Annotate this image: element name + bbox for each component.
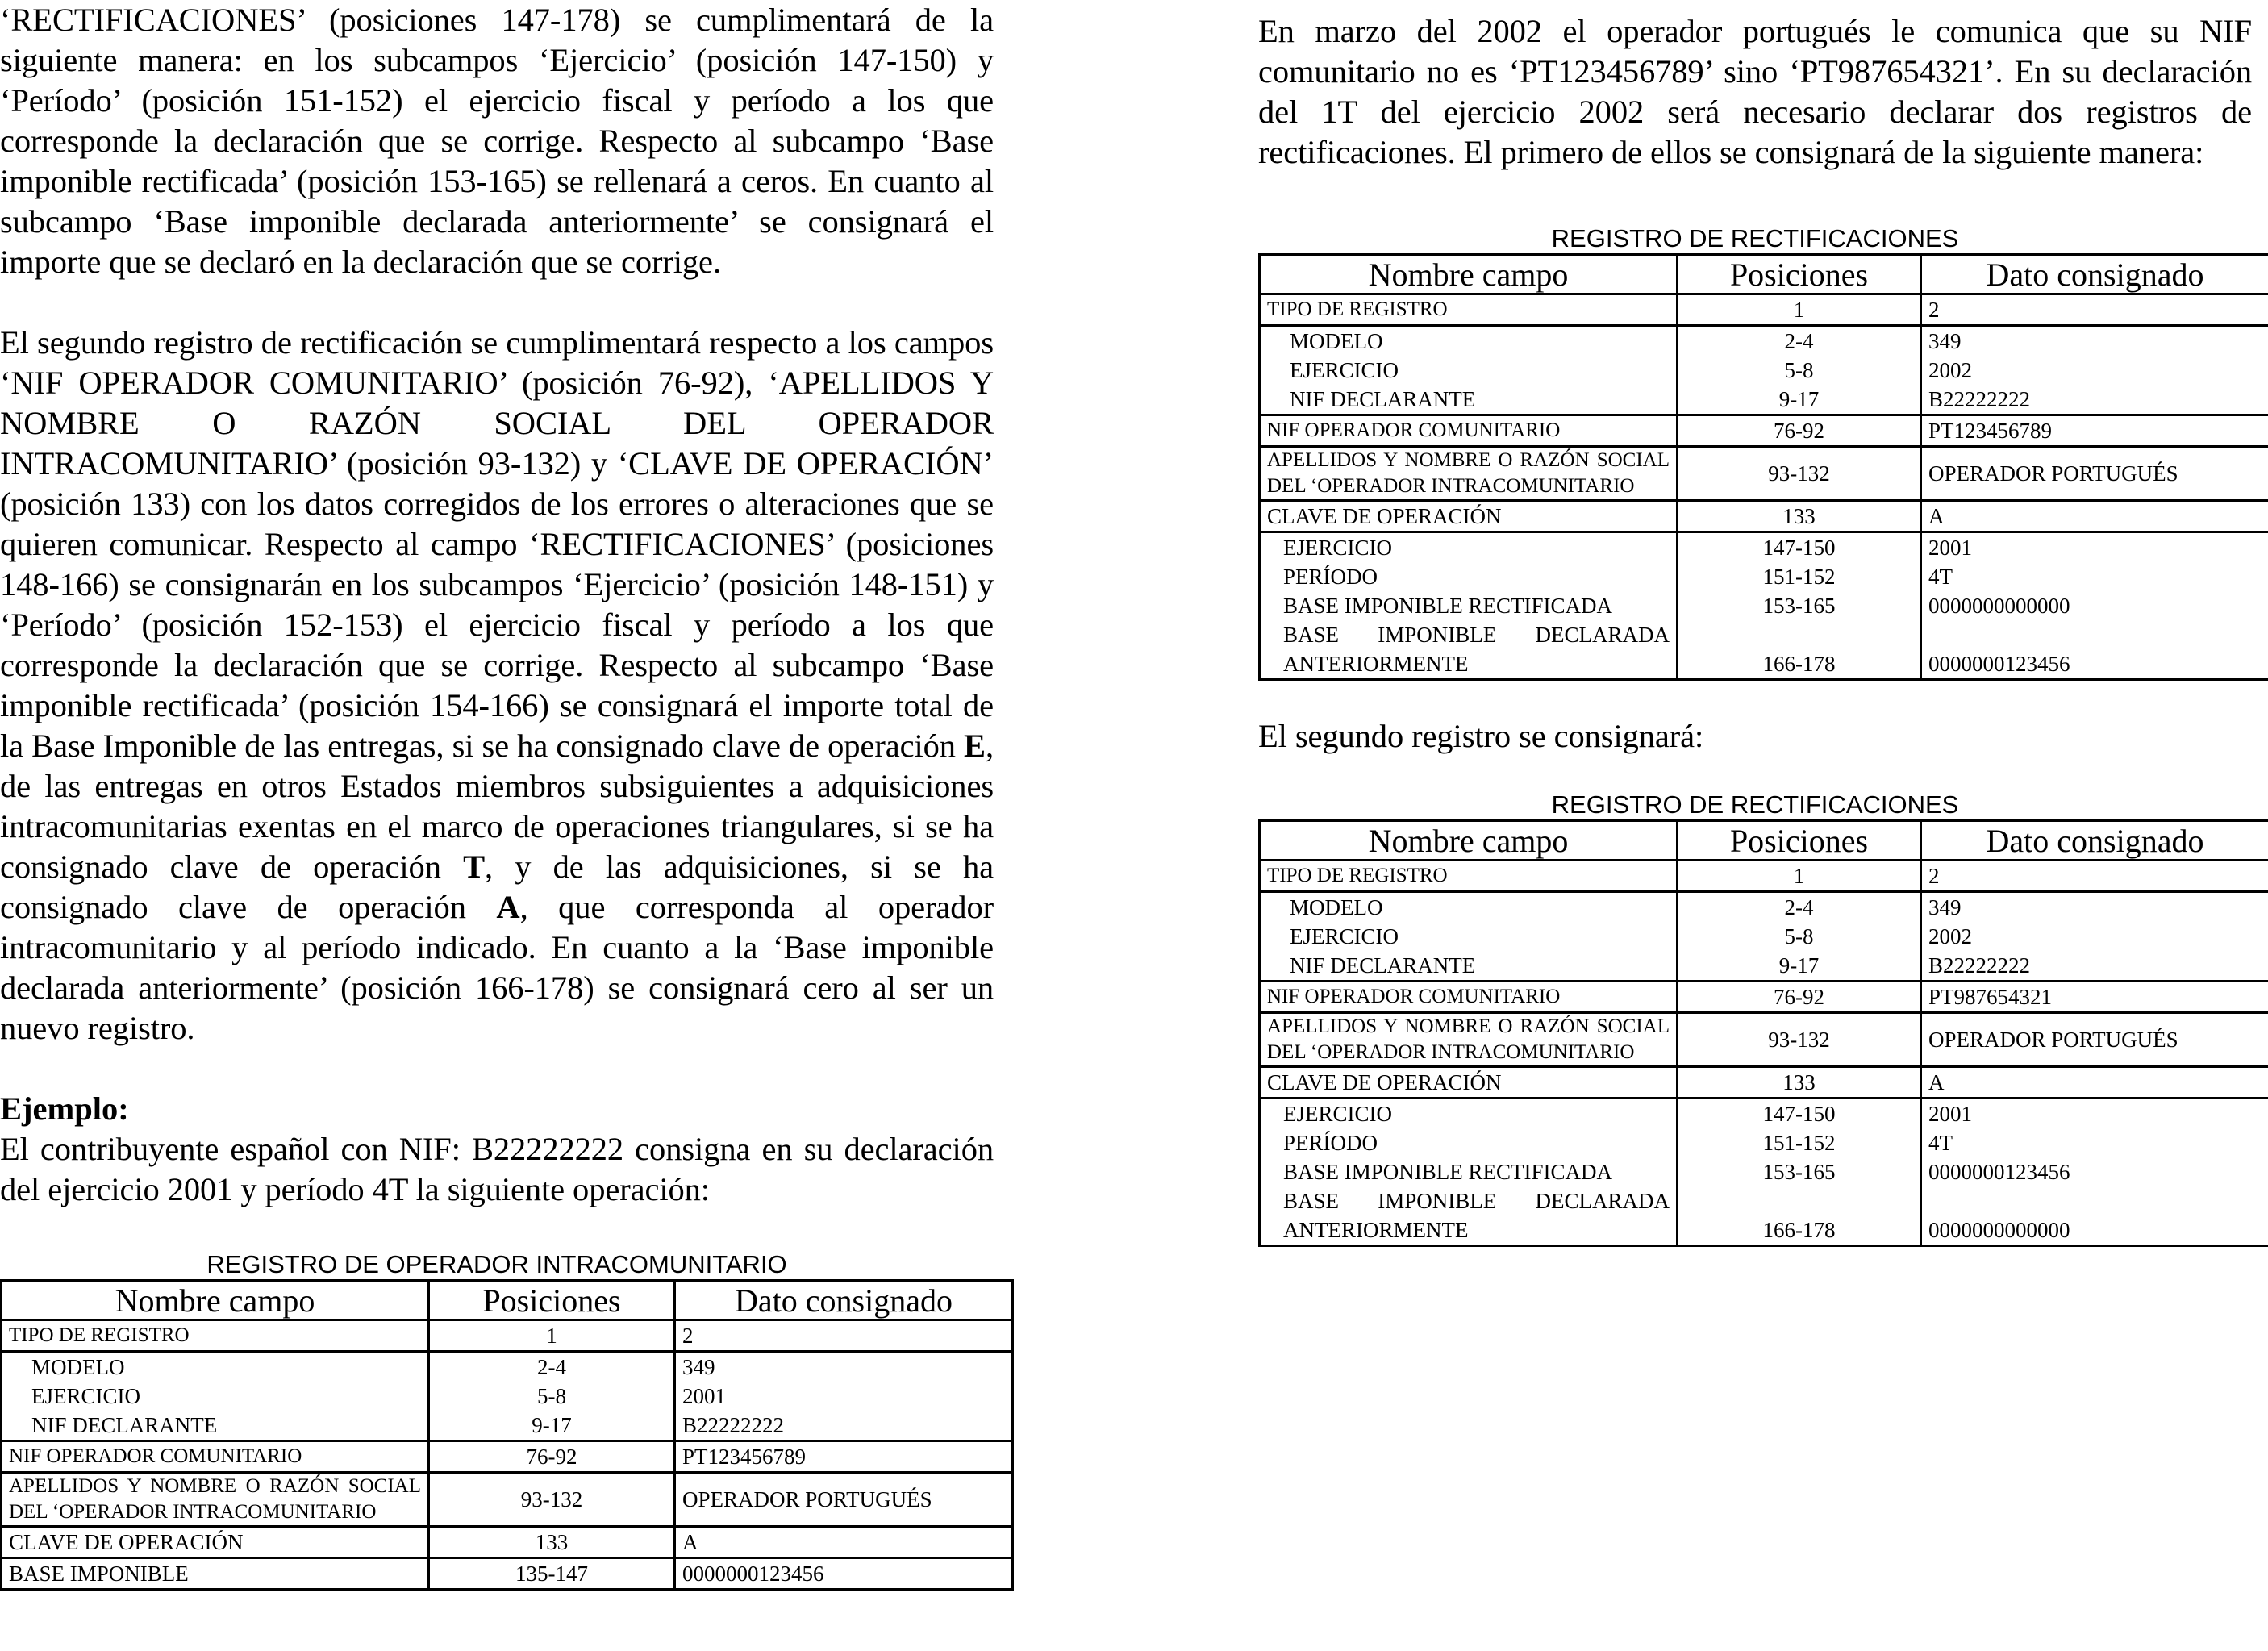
field-position: 76-92 [429, 1441, 675, 1473]
field-position: 2-4 [1678, 326, 1921, 356]
field-name: MODELO [2, 1352, 429, 1382]
field-name: BASE IMPONIBLE DECLARADA ANTERIORMENTE [1260, 620, 1678, 680]
field-name: APELLIDOS Y NOMBRE O RAZÓN SOCIAL DEL ‘OPERADOR INTRACOMUNITARIO [1260, 1013, 1678, 1067]
field-position: 5-8 [1678, 356, 1921, 385]
field-position: 153-165 [1678, 1157, 1921, 1186]
field-name: TIPO DE REGISTRO [2, 1320, 429, 1352]
field-position: 76-92 [1678, 982, 1921, 1013]
field-value: PT123456789 [675, 1441, 1013, 1473]
paragraph-rectificaciones-first: ‘RECTIFICACIONES’ (posiciones 147-178) se cumplimentará de la siguiente manera: en los subcampos ‘Ejercicio’ (posición 147-150) y ‘Período’ (posición 151-152) el ejercicio fiscal y período a los que corresponde la declaración que se corrige. Respecto al subcampo ‘Base imponible rectificada’ (posición 153-165) se rellenará a ceros. En cuanto al subcampo ‘Base imponible declarada anteriormente’ se consignará el importe que se declaró en la declaración que se corrige. [0, 2, 994, 280]
example-heading: Ejemplo: [0, 1090, 129, 1127]
field-value: B22222222 [1921, 951, 2268, 982]
table-rectificaciones-1 [1258, 253, 2268, 681]
field-position: 9-17 [1678, 385, 1921, 415]
column-header: Posiciones [1678, 255, 1921, 294]
paragraph-text: , que corresponda al operador intracomunitario y al período indicado. En cuanto a la ‘Base imponible declarada anteriormente’ (posición 166-178) se consignará cero al ser un nuevo registro. [0, 889, 994, 1046]
field-position: 5-8 [1678, 922, 1921, 951]
field-name: MODELO [1260, 326, 1678, 356]
table-rectificaciones-2 [1258, 819, 2268, 1247]
field-position: 147-150 [1678, 532, 1921, 563]
paragraph-example: El contribuyente español con NIF: B22222222 consigna en su declaración del ejercicio 2001 y período 4T la siguiente operación: [0, 1131, 994, 1207]
field-position: 93-132 [429, 1473, 675, 1527]
column-header: Nombre campo [2, 1281, 429, 1320]
column-header: Posiciones [1678, 821, 1921, 861]
field-value: 0000000123456 [1921, 620, 2268, 680]
field-name: EJERCICIO [1260, 922, 1678, 951]
key-a: A [496, 889, 520, 925]
field-value: 2001 [1921, 532, 2268, 563]
field-value: 2 [1921, 294, 2268, 326]
field-value: OPERADOR PORTUGUÉS [675, 1473, 1013, 1527]
field-name: BASE IMPONIBLE [2, 1558, 429, 1590]
field-position: 166-178 [1678, 1186, 1921, 1246]
field-name: TIPO DE REGISTRO [1260, 294, 1678, 326]
column-header: Dato consignado [675, 1281, 1013, 1320]
field-name: BASE IMPONIBLE DECLARADA ANTERIORMENTE [1260, 1186, 1678, 1246]
field-position: 5-8 [429, 1382, 675, 1411]
field-value: 2001 [1921, 1099, 2268, 1129]
field-position: 166-178 [1678, 620, 1921, 680]
field-name: EJERCICIO [1260, 532, 1678, 563]
field-position: 76-92 [1678, 415, 1921, 447]
field-position: 153-165 [1678, 591, 1921, 620]
field-value: 0000000123456 [675, 1558, 1013, 1590]
field-value: 4T [1921, 562, 2268, 591]
paragraph-text: El segundo registro de rectificación se cumplimentará respecto a los campos ‘NIF OPERADOR COMUNITARIO’ (posición 76-92), ‘APELLIDOS Y NOMBRE O RAZÓN SOCIAL DEL OPERADOR INTRACOMUNITARIO’ (posición 93-132) y ‘CLAVE DE OPERACIÓN’ (posición 133) con los datos corregidos de los errores o alteraciones que se quieren comunicar. Respecto al campo ‘RECTIFICACIONES’ (posiciones 148-166) se consignarán en los subcampos ‘Ejercicio’ (posición 148-151) y ‘Período’ (posición 152-153) el ejercicio fiscal y período a los que corresponde la declaración que se corrige. Respecto al subcampo ‘Base imponible rectificada’ (posición 154-166) se consignará el importe total de la Base Imponible de las entregas, si se ha consignado clave de operación [0, 324, 994, 764]
field-name: NIF DECLARANTE [1260, 951, 1678, 982]
field-value: 0000000123456 [1921, 1157, 2268, 1186]
field-value: OPERADOR PORTUGUÉS [1921, 1013, 2268, 1067]
field-position: 1 [1678, 294, 1921, 326]
table-caption: REGISTRO DE RECTIFICACIONES [1551, 224, 1959, 252]
field-position: 93-132 [1678, 447, 1921, 501]
field-value: B22222222 [675, 1411, 1013, 1441]
field-name: NIF DECLARANTE [1260, 385, 1678, 415]
field-position: 93-132 [1678, 1013, 1921, 1067]
field-value: A [1921, 501, 2268, 532]
field-name: APELLIDOS Y NOMBRE O RAZÓN SOCIAL DEL ‘OPERADOR INTRACOMUNITARIO [2, 1473, 429, 1527]
field-position: 9-17 [429, 1411, 675, 1441]
table-operador-intracomunitario [0, 1279, 1014, 1591]
field-name: BASE IMPONIBLE RECTIFICADA [1260, 591, 1678, 620]
column-header: Posiciones [429, 1281, 675, 1320]
field-position: 9-17 [1678, 951, 1921, 982]
field-name: EJERCICIO [1260, 1099, 1678, 1129]
field-value: PT123456789 [1921, 415, 2268, 447]
column-header: Nombre campo [1260, 821, 1678, 861]
paragraph-text: , de las entregas en otros Estados miembros subsiguientes a adquisiciones intracomunitarias exentas en el marco de operaciones triangulares, si se ha consignado clave de operación [0, 728, 994, 885]
field-value: 349 [1921, 892, 2268, 923]
field-position: 133 [1678, 501, 1921, 532]
paragraph-march: En marzo del 2002 el operador portugués le comunica que su NIF comunitario no es ‘PT123456789’ sino ‘PT987654321’. En su declaración del 1T del ejercicio 2002 será necesario declarar dos registros de rectificaciones. El primero de ellos se consignará de la siguiente manera: [1258, 13, 2252, 170]
paragraph-second-register [0, 323, 994, 1049]
field-name: MODELO [1260, 892, 1678, 923]
table-caption: REGISTRO DE RECTIFICACIONES [1551, 790, 1959, 819]
field-name: EJERCICIO [1260, 356, 1678, 385]
field-name: PERÍODO [1260, 1128, 1678, 1157]
field-name: NIF OPERADOR COMUNITARIO [2, 1441, 429, 1473]
field-value: 349 [1921, 326, 2268, 356]
field-value: 4T [1921, 1128, 2268, 1157]
paragraph-second-register-right: El segundo registro se consignará: [1258, 718, 1704, 754]
field-value: OPERADOR PORTUGUÉS [1921, 447, 2268, 501]
table-caption: REGISTRO DE OPERADOR INTRACOMUNITARIO [206, 1250, 787, 1278]
column-header: Dato consignado [1921, 821, 2268, 861]
field-value: 0000000000000 [1921, 591, 2268, 620]
field-name: NIF DECLARANTE [2, 1411, 429, 1441]
field-value: B22222222 [1921, 385, 2268, 415]
field-name: TIPO DE REGISTRO [1260, 861, 1678, 892]
field-position: 133 [429, 1527, 675, 1558]
left-column [0, 0, 994, 1591]
field-value: 2001 [675, 1382, 1013, 1411]
field-value: 2 [1921, 861, 2268, 892]
field-position: 135-147 [429, 1558, 675, 1590]
right-column [1258, 11, 2252, 1247]
field-position: 133 [1678, 1067, 1921, 1099]
field-value: 349 [675, 1352, 1013, 1382]
field-value: A [675, 1527, 1013, 1558]
column-header: Nombre campo [1260, 255, 1678, 294]
field-position: 1 [1678, 861, 1921, 892]
key-t: T [463, 848, 485, 885]
field-value: PT987654321 [1921, 982, 2268, 1013]
field-value: 2002 [1921, 922, 2268, 951]
field-position: 1 [429, 1320, 675, 1352]
field-position: 151-152 [1678, 562, 1921, 591]
field-position: 151-152 [1678, 1128, 1921, 1157]
key-e: E [964, 728, 986, 764]
field-value: 2002 [1921, 356, 2268, 385]
field-name: PERÍODO [1260, 562, 1678, 591]
field-name: APELLIDOS Y NOMBRE O RAZÓN SOCIAL DEL ‘OPERADOR INTRACOMUNITARIO [1260, 447, 1678, 501]
field-name: EJERCICIO [2, 1382, 429, 1411]
field-name: NIF OPERADOR COMUNITARIO [1260, 415, 1678, 447]
field-value: 2 [675, 1320, 1013, 1352]
paragraph-text: , y de las adquisiciones, si se ha consignado clave de operación [0, 848, 994, 925]
field-position: 147-150 [1678, 1099, 1921, 1129]
field-value: 0000000000000 [1921, 1186, 2268, 1246]
field-position: 2-4 [429, 1352, 675, 1382]
field-position: 2-4 [1678, 892, 1921, 923]
field-name: CLAVE DE OPERACIÓN [2, 1527, 429, 1558]
field-name: NIF OPERADOR COMUNITARIO [1260, 982, 1678, 1013]
field-value: A [1921, 1067, 2268, 1099]
field-name: CLAVE DE OPERACIÓN [1260, 1067, 1678, 1099]
field-name: BASE IMPONIBLE RECTIFICADA [1260, 1157, 1678, 1186]
field-name: CLAVE DE OPERACIÓN [1260, 501, 1678, 532]
column-header: Dato consignado [1921, 255, 2268, 294]
